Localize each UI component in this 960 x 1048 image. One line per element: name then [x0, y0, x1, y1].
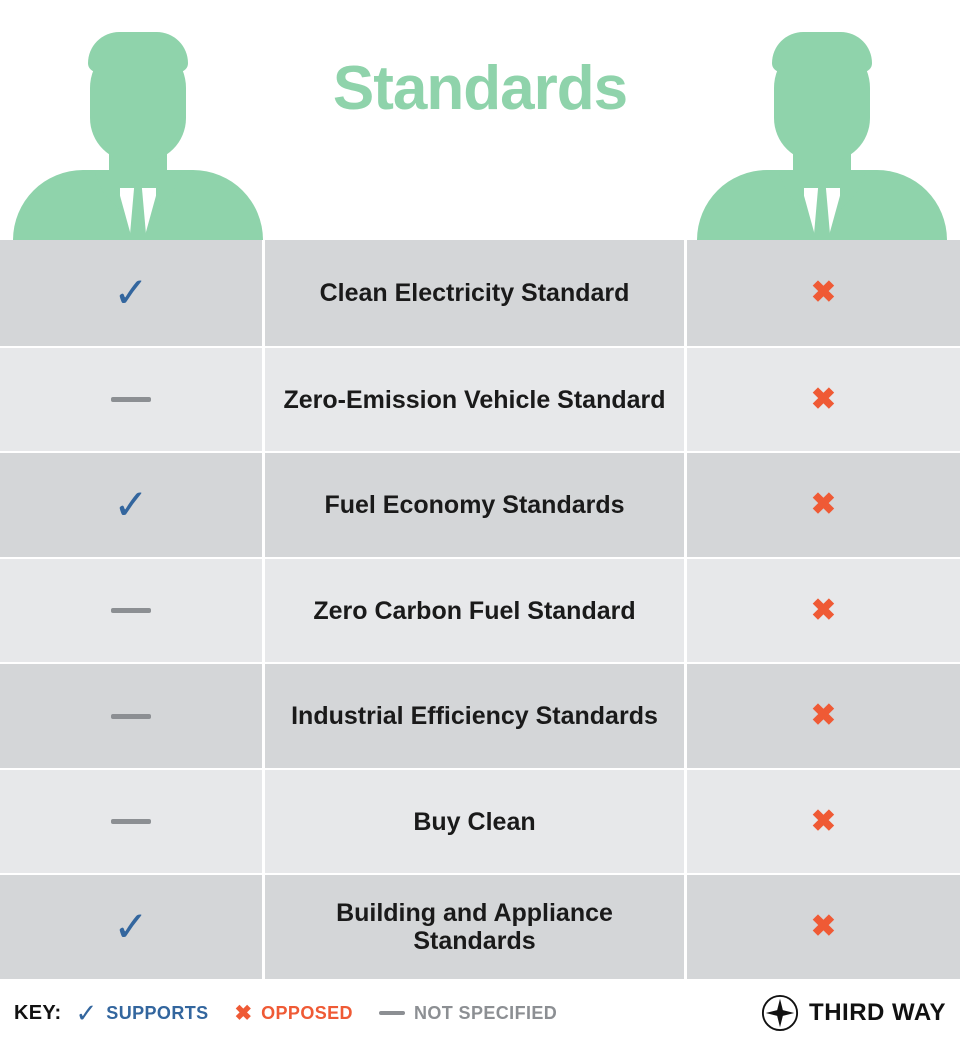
- biden-position-cell: [0, 768, 262, 873]
- legend-item-supports: [76, 998, 209, 1029]
- x-icon: ✖: [234, 1001, 253, 1025]
- table-row: [0, 662, 960, 768]
- page-title: Standards: [332, 54, 628, 123]
- dash-icon: [111, 714, 151, 719]
- brand-name: THIRD WAY: [809, 999, 946, 1026]
- table-row: [0, 346, 960, 451]
- policy-label-cell: [262, 873, 687, 979]
- policy-label: Zero-Emission Vehicle Standard: [283, 385, 666, 414]
- biden-position-cell: [0, 346, 262, 451]
- dash-icon: [111, 397, 151, 402]
- trump-position-cell: [687, 346, 960, 451]
- policy-label: Fuel Economy Standards: [324, 491, 625, 519]
- policy-label: Clean Electricity Standard: [319, 279, 630, 307]
- legend-label-not-specified: NOT SPECIFIED: [413, 1002, 558, 1023]
- legend-item-not-specified: [379, 1003, 557, 1024]
- table-row: [0, 240, 960, 346]
- table-row: [0, 768, 960, 873]
- policy-label-cell: [262, 451, 687, 557]
- biden-position-cell: [0, 873, 262, 979]
- policy-label: Building and Appliance Standards: [336, 899, 613, 955]
- trump-position-cell: [687, 662, 960, 768]
- legend-label-opposed: OPPOSED: [261, 1002, 353, 1023]
- legend-item-opposed: [235, 1001, 353, 1026]
- x-icon: ✖: [810, 593, 837, 627]
- brand-logo: [761, 994, 946, 1032]
- policy-label: Zero Carbon Fuel Standard: [313, 596, 636, 625]
- policy-label-cell: [262, 346, 687, 451]
- key-label: KEY:: [14, 1001, 62, 1024]
- trump-position-cell: [687, 873, 960, 979]
- policy-label-cell: [262, 662, 687, 768]
- biden-position-cell: [0, 451, 262, 557]
- biden-position-cell: [0, 662, 262, 768]
- trump-position-cell: [687, 768, 960, 873]
- legend-footer: [0, 979, 960, 1047]
- trump-position-cell: [687, 451, 960, 557]
- trump-position-cell: [687, 240, 960, 346]
- portrait-hair: [772, 32, 872, 72]
- x-icon: ✖: [810, 488, 837, 521]
- compass-icon: [761, 994, 799, 1032]
- biden-position-cell: [0, 240, 262, 346]
- dash-icon: [111, 819, 151, 824]
- dash-icon: [111, 608, 151, 613]
- header: [0, 0, 960, 240]
- table-row: [0, 557, 960, 662]
- legend-label-supports: SUPPORTS: [106, 1002, 209, 1023]
- trump-position-cell: [687, 557, 960, 662]
- x-icon: ✖: [810, 382, 837, 416]
- x-icon: ✖: [810, 699, 837, 732]
- trump-portrait: [697, 25, 947, 240]
- x-icon: ✖: [810, 910, 837, 943]
- check-icon: ✓: [113, 903, 149, 950]
- x-icon: ✖: [810, 276, 837, 309]
- check-icon: ✓: [75, 997, 98, 1028]
- policy-label-cell: [262, 557, 687, 662]
- policy-label: Buy Clean: [413, 807, 536, 836]
- check-icon: ✓: [113, 269, 149, 316]
- check-icon: ✓: [113, 481, 149, 528]
- dash-icon: [379, 1011, 405, 1015]
- table-row: [0, 873, 960, 979]
- biden-position-cell: [0, 557, 262, 662]
- policy-label: Industrial Efficiency Standards: [291, 702, 658, 730]
- table-row: [0, 451, 960, 557]
- policy-label-cell: [262, 240, 687, 346]
- comparison-table: [0, 240, 960, 979]
- policy-label-cell: [262, 768, 687, 873]
- x-icon: ✖: [810, 804, 837, 838]
